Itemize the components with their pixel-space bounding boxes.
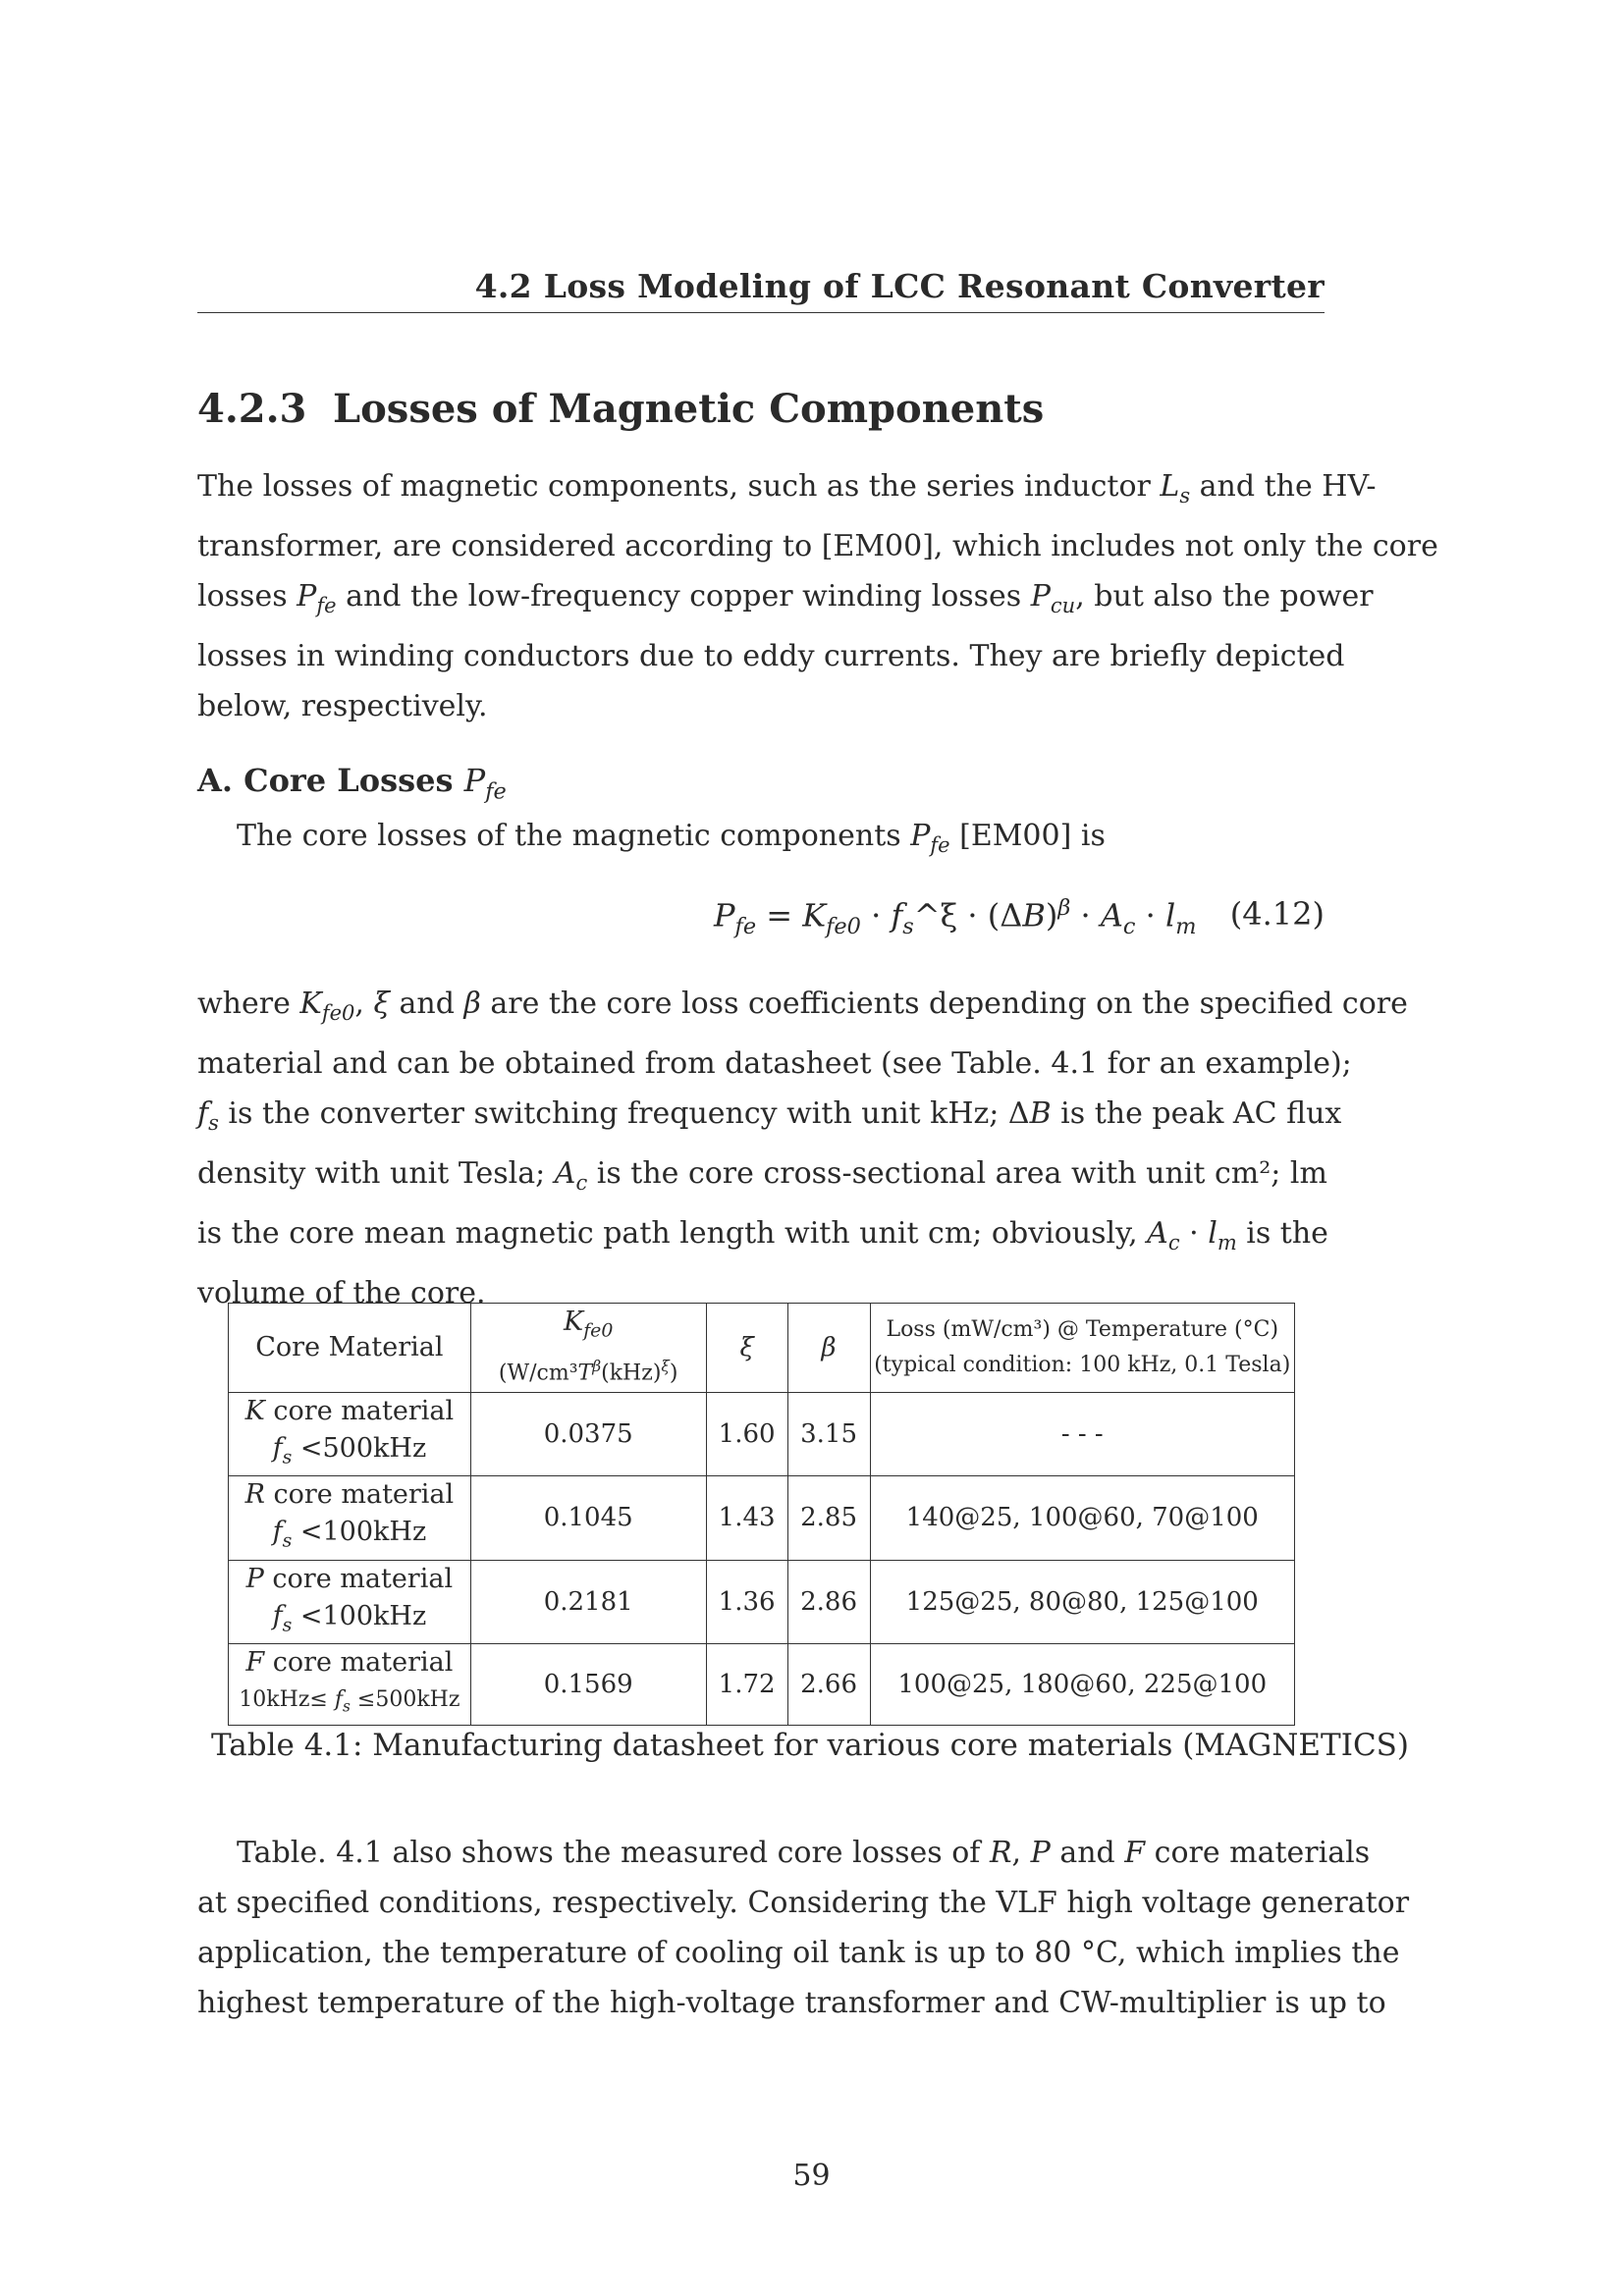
subsection-symbol: $P_{fe}$: [463, 762, 507, 805]
header-beta: [787, 1304, 870, 1393]
paragraph-line: The losses of magnetic components, such as the series inductor $L_s$ and the HV-: [197, 469, 1377, 507]
paragraph-line: at specified conditions, respectively. Considering the VLF high voltage generator: [197, 1886, 1410, 1920]
cell-kfe0: 0.1569: [470, 1643, 706, 1725]
paragraph-line: highest temperature of the high-voltage transformer and CW-multiplier is up to: [197, 1986, 1386, 2020]
page-number: 59: [792, 2159, 831, 2193]
section-title: Losses of Magnetic Components: [333, 386, 1045, 432]
material-condition: $10kHz\le f_s \le 500kHz$: [239, 1686, 460, 1716]
paragraph-line: material and can be obtained from datasheet (see Table. 4.1 for an example);: [197, 1046, 1352, 1081]
cell-loss: 100@25, 180@60, 225@100: [870, 1643, 1294, 1725]
cell-loss: 125@25, 80@80, 125@100: [870, 1560, 1294, 1643]
header-loss: [870, 1304, 1294, 1393]
cell-xi: 1.72: [706, 1643, 787, 1725]
header-kfe0-symbol: $K_{fe0}$: [564, 1307, 614, 1342]
cell-beta: 2.85: [787, 1476, 870, 1560]
material-condition: $f_s <100kHz$: [272, 1600, 427, 1635]
paragraph-line: below, respectively.: [197, 689, 488, 723]
equation-number: (4.12): [1229, 895, 1325, 933]
xi-symbol: ξ: [739, 1332, 754, 1362]
subsection-label: A. Core Losses: [197, 762, 454, 799]
cell-kfe0: 0.2181: [470, 1560, 706, 1643]
cell-xi: 1.36: [706, 1560, 787, 1643]
paragraph-line: transformer, are considered according to [EM00], which includes not only the core: [197, 529, 1438, 563]
header-rule: [197, 312, 1325, 313]
header-kfe0: [470, 1304, 706, 1393]
equation-intro: [237, 811, 1325, 871]
section-number: 4.2.3: [197, 386, 307, 432]
paragraph-line: is the core mean magnetic path length with unit cm; obviously, $A_c \cdot l_m$ is the: [197, 1216, 1328, 1255]
paragraph-line: The core losses of the magnetic components $P_{fe}$ [EM00] is: [237, 819, 1106, 857]
paragraph-line: volume of the core.: [197, 1276, 486, 1310]
table-row: [229, 1560, 1295, 1643]
table-row: [229, 1392, 1295, 1475]
material-name: F core material: [245, 1646, 454, 1678]
table-caption: Table 4.1: Manufacturing datasheet for various core materials (MAGNETICS): [211, 1728, 1410, 1763]
material-condition: $f_s <100kHz$: [272, 1517, 427, 1552]
cell-beta: 3.15: [787, 1392, 870, 1475]
cell-material: [229, 1643, 471, 1725]
core-material-table: [228, 1303, 1295, 1726]
material-name: K core material: [244, 1395, 455, 1426]
subsection-heading: [197, 762, 507, 804]
paragraph-line: losses in winding conductors due to eddy currents. They are briefly depicted: [197, 639, 1345, 673]
material-name: R core material: [244, 1479, 455, 1511]
equation-expression: $P_{fe} = K_{fe0}$ · $f_s\^{}\xi \cdot (\Delta B)^\beta \cdot A_c \cdot l_m$: [714, 895, 1197, 940]
header-kfe0-unit: $(W/cm^3T^\beta(kHz)^\xi)$: [498, 1358, 678, 1386]
equation-4-12: [197, 895, 1325, 954]
running-header: 4.2 Loss Modeling of LCC Resonant Converter: [474, 267, 1325, 305]
cell-material: [229, 1392, 471, 1475]
cell-xi: 1.60: [706, 1392, 787, 1475]
header-core-material: Core Material: [229, 1304, 471, 1393]
paragraph-line: density with unit Tesla; $A_c$ is the core cross-sectional area with unit cm²; lm: [197, 1156, 1327, 1195]
beta-symbol: β: [821, 1332, 837, 1362]
closing-paragraph: [197, 1828, 1410, 2028]
section-heading: [197, 386, 1044, 432]
where-paragraph: [197, 979, 1408, 1318]
paragraph-line: where $K_{fe0}$, ξ and β are the core loss coefficients depending on the specified core: [197, 987, 1408, 1025]
cell-beta: 2.86: [787, 1560, 870, 1643]
header-loss-title: Loss (mW/cm³) @ Temperature (°C): [886, 1316, 1279, 1342]
cell-beta: 2.66: [787, 1643, 870, 1725]
paragraph-line: losses $P_{fe}$ and the low-frequency copper winding losses $P_{cu}$, but also the power: [197, 579, 1374, 617]
material-condition: $f_s <500kHz$: [272, 1432, 427, 1468]
paragraph-line: Table. 4.1 also shows the measured core losses of R, P and F core materials: [237, 1836, 1371, 1870]
cell-loss: - - -: [870, 1392, 1294, 1475]
cell-material: [229, 1476, 471, 1560]
intro-paragraph: [197, 461, 1438, 731]
material-name: P core material: [245, 1563, 454, 1594]
header-loss-condition: (typical condition: 100 kHz, 0.1 Tesla): [874, 1352, 1291, 1377]
cell-loss: 140@25, 100@60, 70@100: [870, 1476, 1294, 1560]
cell-kfe0: 0.0375: [470, 1392, 706, 1475]
table-row: [229, 1643, 1295, 1725]
paragraph-line: application, the temperature of cooling oil tank is up to 80 °C, which implies the: [197, 1936, 1400, 1970]
table-row: [229, 1476, 1295, 1560]
header-xi: [706, 1304, 787, 1393]
cell-kfe0: 0.1045: [470, 1476, 706, 1560]
cell-xi: 1.43: [706, 1476, 787, 1560]
paragraph-line: $f_s$ is the converter switching frequency with unit kHz; ΔB is the peak AC flux: [197, 1096, 1342, 1135]
table-header-row: [229, 1304, 1295, 1393]
cell-material: [229, 1560, 471, 1643]
